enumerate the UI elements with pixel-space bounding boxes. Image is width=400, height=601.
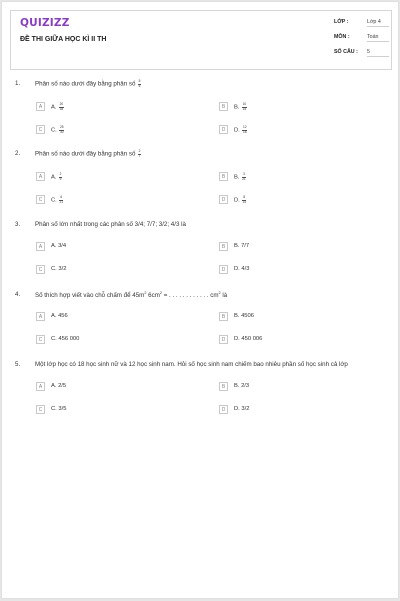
option-label: B. 2/3 [234,383,250,389]
question-number: 4. [15,291,21,298]
option-letter-box[interactable]: D [219,125,228,134]
option-letter-box[interactable]: A [36,312,45,321]
question-text: Phân số nào dưới đây bằng phân số $\frac{5}{6}$ [35,79,141,88]
question-count-label: SỐ CÂU : [334,49,358,55]
option-label: D. 4/3 [234,266,250,272]
option-letter-box[interactable]: B [219,382,228,391]
question-text: Số thích hợp viết vào chỗ chấm để $45m^2$ $6cm^2$ = . . . . . . . . . . . . $cm^2$ là [35,291,228,300]
question-text: Phân số lớn nhất trong các phân số 3/4; 7/7; 3/2; 4/3 là [35,221,186,228]
option-letter-box[interactable]: C [36,265,45,274]
fraction: $\frac{2}{7}$ [138,149,141,158]
option-letter-box[interactable]: A [36,102,45,111]
option-letter-box[interactable]: C [36,405,45,414]
option-letter-box[interactable]: B [219,242,228,251]
worksheet-header [10,10,392,70]
option-letter-box[interactable]: A [36,382,45,391]
option-label: C. 456 000 [51,336,80,342]
option-letter-box[interactable]: D [219,195,228,204]
class-label: LỚP : [334,19,349,25]
option-label: A. $\frac{20}{18}$ [51,102,64,111]
option-label: A. 2/5 [51,383,67,389]
question-number: 5. [15,361,21,368]
option-label: D. 3/2 [234,406,250,412]
question-number: 3. [15,221,21,228]
option-label: A. 3/4 [51,243,67,249]
option-letter-box[interactable]: C [36,335,45,344]
option-letter-box[interactable]: A [36,242,45,251]
fraction: $\frac{5}{6}$ [138,79,141,88]
quizizz-logo: QUIZIZZ [20,17,70,29]
question-number: 1. [15,80,21,87]
option-label: B. 4506 [234,313,254,319]
page-title: ĐỀ THI GIỮA HỌC KÌ II TH [20,36,107,43]
option-letter-box[interactable]: D [219,265,228,274]
option-letter-box[interactable]: C [36,125,45,134]
worksheet-page [1,1,399,599]
option-letter-box[interactable]: B [219,172,228,181]
option-label: D. $\frac{12}{18}$ [234,125,247,134]
option-label: A. $\frac{2}{9}$ [51,172,62,181]
subject-value: Toán [367,34,389,42]
option-label: B. $\frac{3}{21}$ [234,172,246,181]
option-letter-box[interactable]: D [219,335,228,344]
question-text: Một lớp học có 18 học sinh nữ và 12 học sinh nam. Hỏi số học sinh nam chiếm bao nhiêu phần số học sinh cả lớp [35,361,348,368]
option-label: D. $\frac{8}{14}$ [234,195,246,204]
option-label: A. 456 [51,313,68,319]
question-count-value: 5 [367,49,389,57]
option-letter-box[interactable]: C [36,195,45,204]
option-label: C. $\frac{6}{21}$ [51,195,63,204]
option-letter-box[interactable]: D [219,405,228,414]
option-label: C. 3/5 [51,406,67,412]
option-letter-box[interactable]: B [219,102,228,111]
option-label: C. $\frac{25}{30}$ [51,125,64,134]
option-label: D. 450 006 [234,336,263,342]
question-number: 2. [15,150,21,157]
option-label: B. 7/7 [234,243,250,249]
question-text: Phân số nào dưới đây bằng phân số $\frac{2}{7}$ [35,149,141,158]
option-label: B. $\frac{10}{15}$ [234,102,247,111]
option-letter-box[interactable]: B [219,312,228,321]
class-value: Lớp 4 [367,19,389,27]
option-letter-box[interactable]: A [36,172,45,181]
option-label: C. 3/2 [51,266,67,272]
subject-label: MÔN : [334,34,350,40]
